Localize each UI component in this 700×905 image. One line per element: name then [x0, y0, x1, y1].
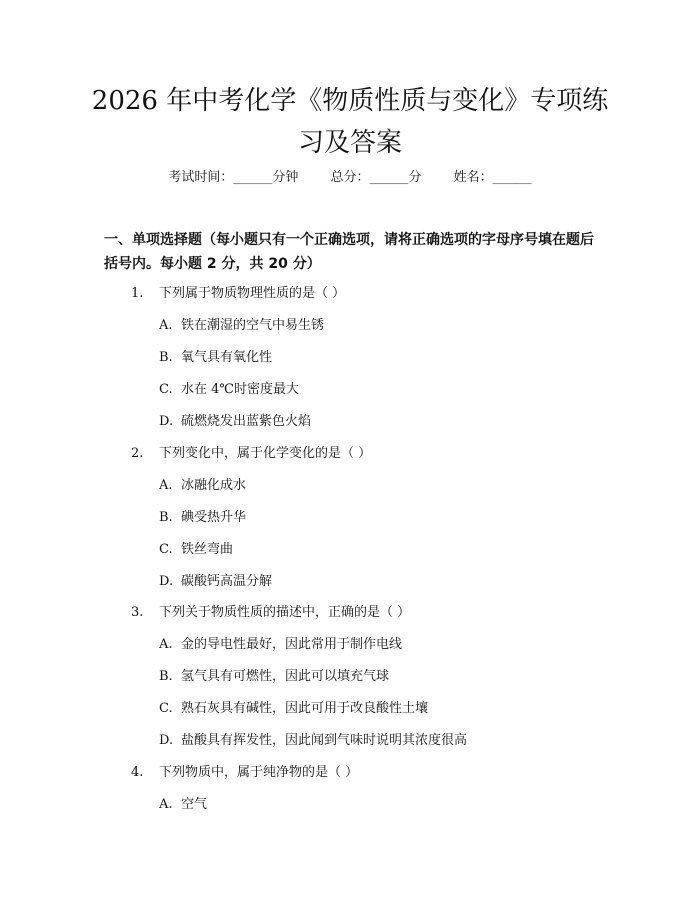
question-3: [131, 603, 410, 623]
option-text: 熟石灰具有碱性，因此可用于改良酸性土壤: [181, 701, 429, 716]
option-3c: [159, 699, 428, 719]
question-number: 4.: [131, 765, 144, 780]
option-3b: [159, 667, 389, 687]
option-text: 铁丝弯曲: [181, 542, 234, 557]
option-key: D.: [159, 414, 174, 429]
option-2a: [159, 476, 246, 496]
question-4: [131, 763, 358, 783]
option-2b: [159, 508, 246, 528]
question-text: 下列变化中，属于化学变化的是（ ）: [159, 446, 372, 461]
option-4a: [159, 795, 207, 815]
total-score-field: 总分：______分: [330, 170, 422, 185]
option-text: 硫燃烧发出蓝紫色火焰: [181, 414, 312, 429]
option-text: 碘受热升华: [181, 510, 247, 525]
title-line-1: 2026 年中考化学《物质性质与变化》专项练: [91, 86, 609, 116]
student-name-field: 姓名：______: [453, 170, 532, 185]
option-key: D.: [159, 733, 174, 748]
question-text: 下列物质中，属于纯净物的是（ ）: [159, 765, 359, 780]
option-3a: [159, 635, 402, 655]
option-key: A.: [159, 797, 173, 812]
option-key: B.: [159, 350, 173, 365]
option-key: C.: [159, 542, 173, 557]
option-text: 盐酸具有挥发性，因此闻到气味时说明其浓度很高: [181, 733, 468, 748]
option-key: A.: [159, 478, 173, 493]
question-number: 1.: [131, 286, 144, 301]
option-text: 铁在潮湿的空气中易生锈: [181, 318, 325, 333]
option-text: 冰融化成水: [181, 478, 247, 493]
document-title: [60, 80, 640, 164]
option-1c: [159, 380, 299, 400]
option-1b: [159, 348, 272, 368]
option-key: C.: [159, 701, 173, 716]
option-key: A.: [159, 637, 173, 652]
option-1d: [159, 412, 311, 432]
option-key: B.: [159, 510, 173, 525]
option-text: 碳酸钙高温分解: [181, 574, 273, 589]
question-text: 下列属于物质物理性质的是（ ）: [159, 286, 346, 301]
option-2c: [159, 540, 233, 560]
option-text: 氧气具有氧化性: [181, 350, 273, 365]
question-number: 3.: [131, 605, 144, 620]
option-1a: [159, 316, 324, 336]
option-text: 空气: [181, 797, 208, 812]
question-1: [131, 284, 345, 304]
question-text: 下列关于物质性质的描述中，正确的是（ ）: [159, 605, 411, 620]
option-key: C.: [159, 382, 173, 397]
option-text: 水在 4℃时密度最大: [181, 382, 299, 397]
section-heading: 一、单项选择题（每小题只有一个正确选项，请将正确选项的字母序号填在题后括号内。每小题 2 分，共 20 分）: [104, 232, 594, 272]
question-number: 2.: [131, 446, 144, 461]
option-3d: [159, 731, 467, 751]
option-key: B.: [159, 669, 173, 684]
question-2: [131, 444, 371, 464]
option-2d: [159, 572, 272, 592]
title-line-2: 习及答案: [297, 128, 402, 158]
option-text: 氢气具有可燃性，因此可以填充气球: [181, 669, 390, 684]
option-key: A.: [159, 318, 173, 333]
option-text: 金的导电性最好，因此常用于制作电线: [181, 637, 403, 652]
option-key: D.: [159, 574, 174, 589]
exam-info: [0, 168, 700, 188]
exam-time-field: 考试时间：______分钟: [168, 170, 299, 185]
